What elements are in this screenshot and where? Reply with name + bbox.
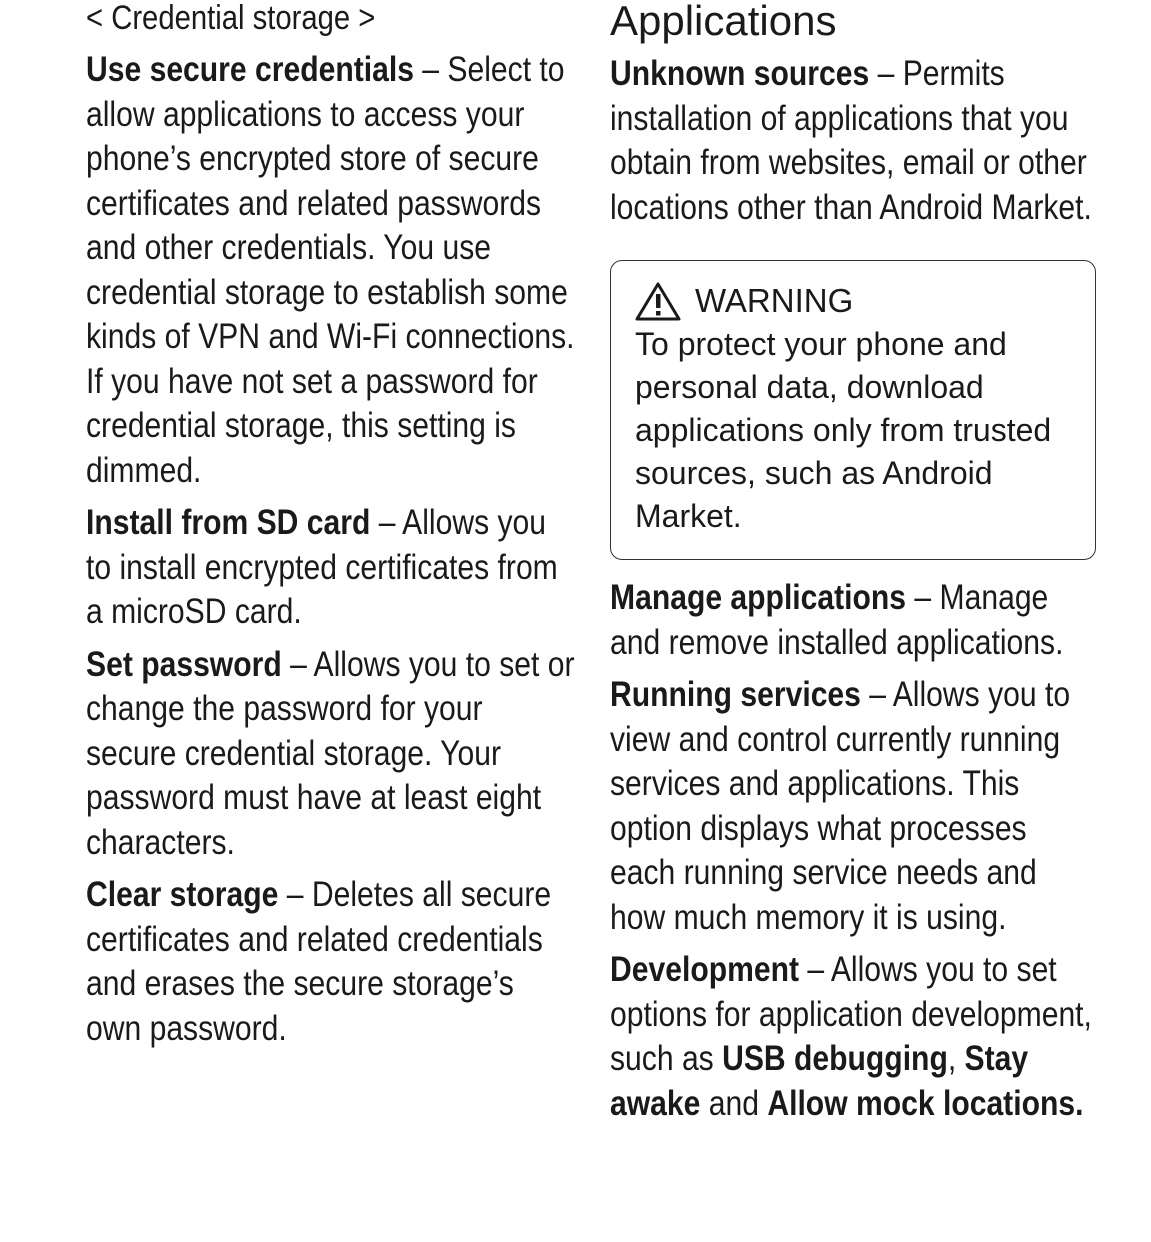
setting-term: Unknown sources [610,54,870,93]
setting-term: Use secure credentials [86,50,414,89]
setting-use-secure-credentials [86,48,575,493]
setting-clear-storage [86,873,575,1051]
separator-text: , [947,1039,965,1078]
setting-description: – Deletes all secure certificates and related credentials and erases the secure storage’s own password. [86,875,552,1048]
setting-description: – Select to allow applications to access your phone’s encrypted store of secure certificates and related passwords and other credentials. You use credential storage to establish some kinds of VPN and Wi-Fi connections. If you have not set a password for credential storage, this setting is dimmed. [86,50,575,490]
setting-description: – Allows you to set or change the password for your secure credential storage. Your password must have at least eight characters. [86,644,575,862]
right-column [610,0,1096,1134]
setting-description: – Allows you to set options for application development, such as [610,950,1092,1078]
warning-box [610,260,1096,560]
setting-term: Development [610,950,800,989]
option-usb-debugging: USB debugging [722,1039,948,1078]
setting-description: – Permits installation of applications that you obtain from websites, email or other locations other than Android Market. [610,54,1092,227]
warning-title: WARNING [695,282,854,319]
setting-manage-applications [610,576,1095,665]
warning-triangle-icon [635,281,681,321]
setting-install-from-sd-card [86,501,575,635]
separator-text: and [700,1083,768,1123]
setting-term: Clear storage [86,875,279,914]
setting-description: – Manage and remove installed applications. [610,578,1064,662]
left-column [86,0,576,1059]
setting-set-password [86,643,575,866]
setting-description: – Allows you to view and control currently running services and applications. This option displays what processes each running service needs and how much memory it is using. [610,675,1071,937]
setting-term: Set password [86,644,282,684]
setting-unknown-sources [610,52,1095,230]
setting-running-services [610,673,1095,940]
warning-text: To protect your phone and personal data, download applications only from trusted sources, such as Android Market. [635,326,1052,534]
setting-term: Install from SD card [86,503,371,542]
credential-storage-subheading: < Credential storage > [86,0,376,37]
option-stay-awake: Stay awake [610,1039,1029,1123]
warning-header [635,281,1081,321]
setting-term: Manage applications [610,578,907,617]
option-allow-mock-locations: Allow mock locations. [767,1083,1084,1123]
setting-term: Running services [610,675,861,714]
setting-description: – Allows you to install encrypted certificates from a microSD card. [86,503,558,631]
applications-section-title: Applications [610,0,837,44]
setting-development [610,948,1095,1126]
